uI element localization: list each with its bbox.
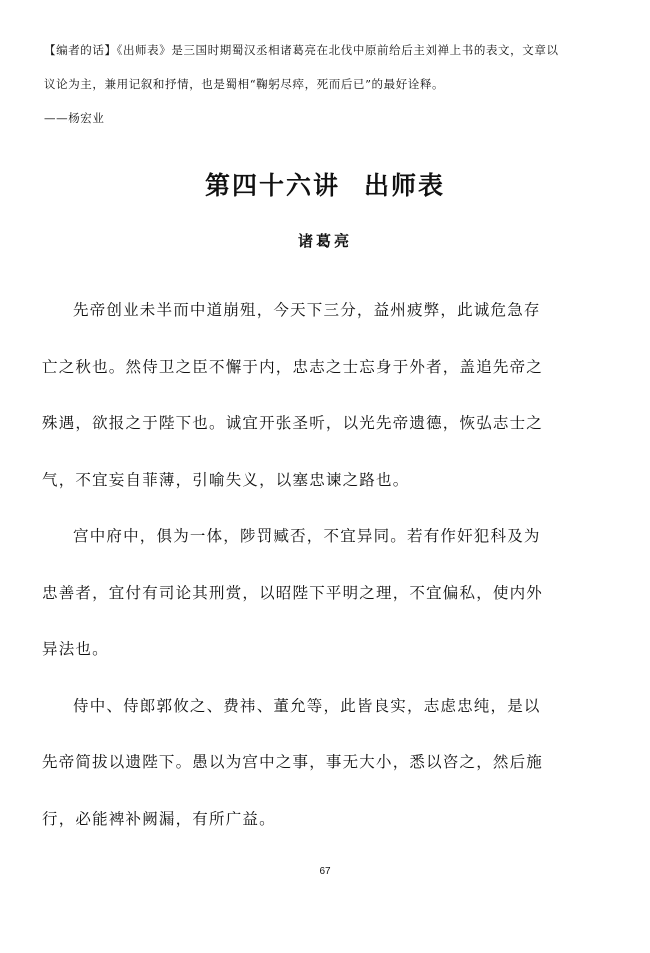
editor-note-text: 【编者的话】《出师表》是三国时期蜀汉丞相诸葛亮在北伐中原前给后主刘禅上书的表文，文章以议论为主，兼用记叙和抒情，也是蜀相“鞠躬尽瘁，死而后已”的最好诠释。 (44, 43, 559, 91)
page-number: 67 (319, 866, 331, 877)
lecture-title (0, 166, 650, 202)
editor-note (44, 33, 564, 135)
paragraph-3: 侍中、侍郎郭攸之、费祎、董允等，此皆良实，志虑忠纯，是以先帝简拔以遗陛下。愚以为宫中之事，事无大小，悉以咨之，然后施行，必能裨补阙漏，有所广益。 (42, 696, 544, 828)
body-text (42, 282, 548, 847)
author-name: 诸葛亮 (297, 232, 352, 250)
editor-note-signature: ——杨宏业 (44, 111, 105, 125)
lecture-name: 出师表 (364, 171, 446, 200)
paragraph-2: 宫中府中，俱为一体，陟罚臧否，不宜异同。若有作奸犯科及为忠善者，宜付有司论其刑赏，以昭陛下平明之理，不宜偏私，使内外异法也。 (42, 527, 544, 658)
paragraph-1: 先帝创业未半而中道崩殂，今天下三分，益州疲弊，此诚危急存亡之秋也。然侍卫之臣不懈于内，忠志之士忘身于外者，盖追先帝之殊遇，欲报之于陛下也。诚宜开张圣听，以光先帝遗德，恢弘志士之气，不宜妄自菲薄，引喻失义，以塞忠谏之路也。 (42, 301, 544, 489)
lecture-number: 第四十六讲 (204, 171, 340, 200)
